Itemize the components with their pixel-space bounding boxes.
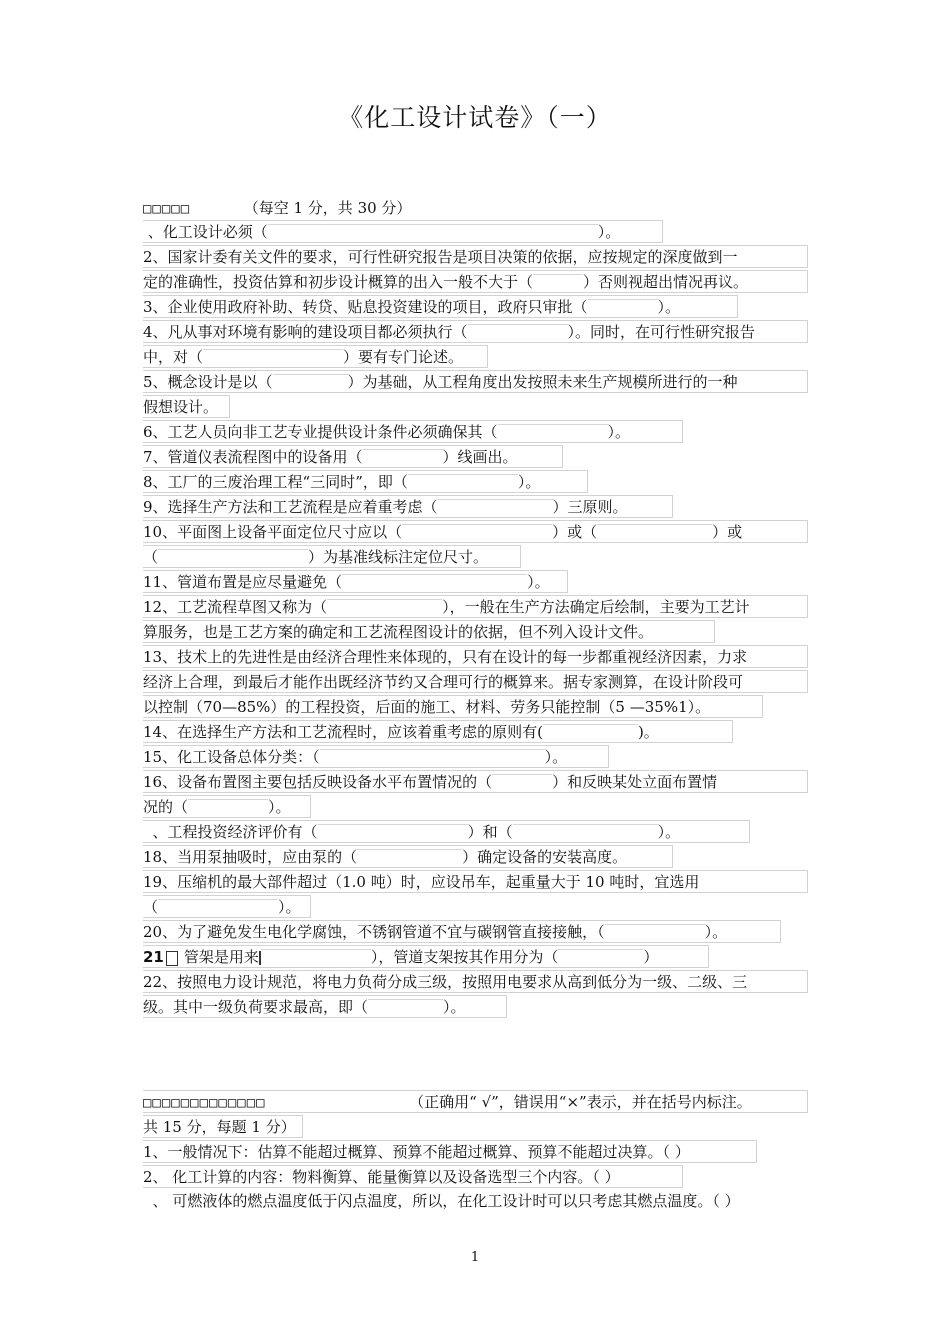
q4-text-b: ）。同时，在可行性研究报告 <box>567 323 756 341</box>
question-17 <box>143 820 750 843</box>
q4-text-c: 中，对（ <box>143 348 204 366</box>
question-2-line2 <box>143 270 808 293</box>
q1-text-b: ）。 <box>597 223 621 241</box>
section1-note: （每空 1 分，共 30 分） <box>243 199 412 217</box>
question-6 <box>143 420 683 443</box>
q8-text-a: 8、工厂的三废治理工程“三同时”，即（ <box>143 473 408 491</box>
q21-number: 21 <box>143 948 164 966</box>
page-number: 1 <box>470 1250 480 1265</box>
q6-text-b: ）。 <box>607 423 631 441</box>
answer-blank[interactable] <box>513 824 658 843</box>
question-12-line1 <box>143 595 808 618</box>
q10-text-a: 10、平面图上设备平面定位尺寸应以（ <box>143 523 403 541</box>
q7-text-b: ）线画出。 <box>442 448 518 466</box>
q17-text-a: 、工程投资经济评价有（ <box>152 823 318 841</box>
q14-text-a: 14、在选择生产方法和工艺流程时，应该着重考虑的原则有( <box>143 723 543 741</box>
q12-text-b: ），一般在生产方法确定后绘制，主要为工艺计 <box>442 598 750 616</box>
question-2-line1: 2、国家计委有关文件的要求，可行性研究报告是项目决策的依据，应按规定的深度做到一 <box>143 245 808 268</box>
q17-text-b: ）和（ <box>467 823 513 841</box>
q22-text-a: 级。其中一级负荷要求最高，即（ <box>143 998 369 1016</box>
q5-text-a: 5、概念设计是以（ <box>143 373 273 391</box>
q7-text-a: 7、管道仪表流程图中的设备用（ <box>143 448 363 466</box>
answer-blank[interactable] <box>327 599 442 618</box>
q16-text-d: ）。 <box>268 798 291 816</box>
answer-blank[interactable] <box>533 274 583 293</box>
answer-blank[interactable] <box>438 499 553 518</box>
q18-text-b: ）确定设备的安装高度。 <box>462 848 628 866</box>
q16-text-a: 16、设备布置图主要包括反映设备水平布置情况的（ <box>143 773 493 791</box>
answer-blank[interactable] <box>492 774 552 793</box>
q11-text-b: ）。 <box>527 573 550 591</box>
answer-blank[interactable] <box>605 924 705 943</box>
question-3 <box>143 295 738 318</box>
answer-blank[interactable] <box>273 374 348 393</box>
q16-text-c: 况的（ <box>143 798 189 816</box>
question-12-line2: 算服务，也是工艺方案的确定和工艺流程图设计的依据，但不列入设计文件。 <box>143 620 715 643</box>
q20-text-a: 20、为了避免发生电化学腐蚀，不锈钢管道不宜与碳钢管直接接触，（ <box>143 923 605 941</box>
q16-text-b: ）和反映某处立面布置情 <box>552 773 718 791</box>
q11-text-a: 11、管道布置是应尽量避免（ <box>143 573 343 591</box>
q21-text-a: 管架是用来 <box>183 948 259 966</box>
q4-text-a: 4、凡从事对环境有影响的建设项目都必须执行（ <box>143 323 468 341</box>
q9-text-b: ）三原则。 <box>552 498 628 516</box>
question-22-line1: 22、按照电力设计规范，将电力负荷分成三级，按照用电要求从高到低分为一级、二级、三 <box>143 970 808 993</box>
answer-blank[interactable] <box>363 449 443 468</box>
tf-question-3-text: 、 可燃液体的燃点温度低于闪点温度，所以，在化工设计时可以只考虑其燃点温度。（ ） <box>152 1192 740 1210</box>
answer-blank[interactable] <box>588 299 658 318</box>
section2-note: （正确用“ √”，错误用“×”表示，并在括号内标注。 <box>409 1093 752 1111</box>
answer-blank[interactable] <box>188 799 268 818</box>
q19-text-b: ）。 <box>278 898 301 916</box>
question-13-line3: 以控制（70—85%）的工程投资，后面的施工、材料、劳务只能控制（5 —35%1）。 <box>143 695 763 718</box>
question-8 <box>143 470 588 493</box>
answer-blank[interactable] <box>468 324 568 343</box>
q3-text-a: 3、企业使用政府补助、转贷、贴息投资建设的项目，政府只审批（ <box>143 298 588 316</box>
question-16-line2 <box>143 795 311 818</box>
answer-blank[interactable] <box>558 949 643 968</box>
q2-text-a: 定的准确性，投资估算和初步设计概算的出入一般不大于（ <box>143 273 534 291</box>
question-7 <box>143 445 563 468</box>
question-4-line1 <box>143 320 808 343</box>
answer-blank[interactable] <box>268 224 598 243</box>
answer-blank[interactable] <box>158 549 308 568</box>
answer-blank[interactable] <box>318 824 468 843</box>
q1-text-a: 、化工设计必须（ <box>147 223 268 241</box>
section2-header <box>143 1090 808 1113</box>
q10-text-e: ）为基准线标注定位尺寸。 <box>308 548 489 566</box>
answer-blank[interactable] <box>498 424 608 443</box>
question-20 <box>143 920 781 943</box>
q19-text-a: （ <box>143 898 159 916</box>
tf-question-3 <box>143 1190 813 1213</box>
question-15 <box>143 745 609 768</box>
q21-text-c: ） <box>643 948 659 966</box>
answer-blank[interactable] <box>357 849 462 868</box>
question-11 <box>143 570 568 593</box>
answer-blank[interactable] <box>408 474 518 493</box>
q8-text-b: ）。 <box>517 473 541 491</box>
q20-text-b: ）。 <box>704 923 728 941</box>
answer-blank[interactable] <box>368 999 443 1018</box>
question-19-line1: 19、压缩机的最大部件超过（1.0 吨）时，应设吊车，起重量大于 10 吨时，宜选用 <box>143 870 808 893</box>
answer-blank[interactable] <box>543 724 638 743</box>
section1-header <box>143 197 417 220</box>
q17-text-c: ）。 <box>657 823 681 841</box>
q18-text-a: 18、当用泵抽吸时，应由泵的（ <box>143 848 358 866</box>
page-title: 《化工设计试卷》（一） <box>338 103 612 132</box>
question-22-line2 <box>143 995 507 1018</box>
answer-blank[interactable] <box>402 524 552 543</box>
question-5-line2: 假想设计。 <box>143 395 230 418</box>
question-5-line1 <box>143 370 808 393</box>
question-21 <box>143 945 709 968</box>
answer-blank[interactable] <box>158 899 278 918</box>
answer-blank[interactable] <box>597 524 712 543</box>
tf-question-2: 2、 化工计算的内容：物料衡算、能量衡算以及设备选型三个内容。（ ） <box>143 1165 683 1188</box>
question-13-line1: 13、技术上的先进性是由经济合理性来体现的，只有在设计的每一步都重视经济因素，力求 <box>143 645 808 668</box>
question-16-line1 <box>143 770 808 793</box>
q15-text-a: 15、化工设备总体分类：（ <box>143 748 320 766</box>
missing-glyph-icon <box>166 951 178 966</box>
question-4-line2 <box>143 345 488 368</box>
question-19-line2 <box>143 895 311 918</box>
answer-blank[interactable] <box>203 349 343 368</box>
answer-blank[interactable] <box>261 949 371 968</box>
section2-note-line2: 共 15 分，每题 1 分） <box>143 1115 303 1138</box>
answer-blank[interactable] <box>342 574 527 593</box>
question-14 <box>143 720 733 743</box>
q9-text-a: 9、选择生产方法和工艺流程是应着重考虑（ <box>143 498 438 516</box>
q5-text-b: ）为基础，从工程角度出发按照未来生产规模所进行的一种 <box>347 373 738 391</box>
answer-blank[interactable] <box>320 749 545 768</box>
q10-text-c: ）或 <box>712 523 743 541</box>
question-10-line2 <box>143 545 521 568</box>
q10-text-d: （ <box>143 548 159 566</box>
q22-text-b: ）。 <box>443 998 466 1016</box>
q21-text-b: ），管道支架按其作用分为（ <box>370 948 559 966</box>
q3-text-b: ）。 <box>657 298 681 316</box>
question-1 <box>143 220 663 243</box>
question-9 <box>143 495 673 518</box>
q6-text-a: 6、工艺人员向非工艺专业提供设计条件必须确保其（ <box>143 423 498 441</box>
question-13-line2: 经济上合理，到最后才能作出既经济节约又合理可行的概算来。据专家测算，在设计阶段可 <box>143 670 808 693</box>
section1-heading: □□□□□ <box>143 201 191 217</box>
q14-text-b: )。 <box>637 723 659 741</box>
q10-text-b: ）或（ <box>552 523 598 541</box>
q15-text-b: ）。 <box>544 748 568 766</box>
section2-heading: □□□□□□□□□□□□□ <box>143 1095 266 1111</box>
q2-text-b: ）否则视超出情况再议。 <box>583 273 749 291</box>
q4-text-d: ）要有专门论述。 <box>343 348 464 366</box>
q12-text-a: 12、工艺流程草图又称为（ <box>143 598 328 616</box>
question-10-line1 <box>143 520 808 543</box>
tf-question-1: 1、一般情况下：估算不能超过概算、预算不能超过概算、预算不能超过决算。（ ） <box>143 1140 757 1163</box>
question-18 <box>143 845 673 868</box>
